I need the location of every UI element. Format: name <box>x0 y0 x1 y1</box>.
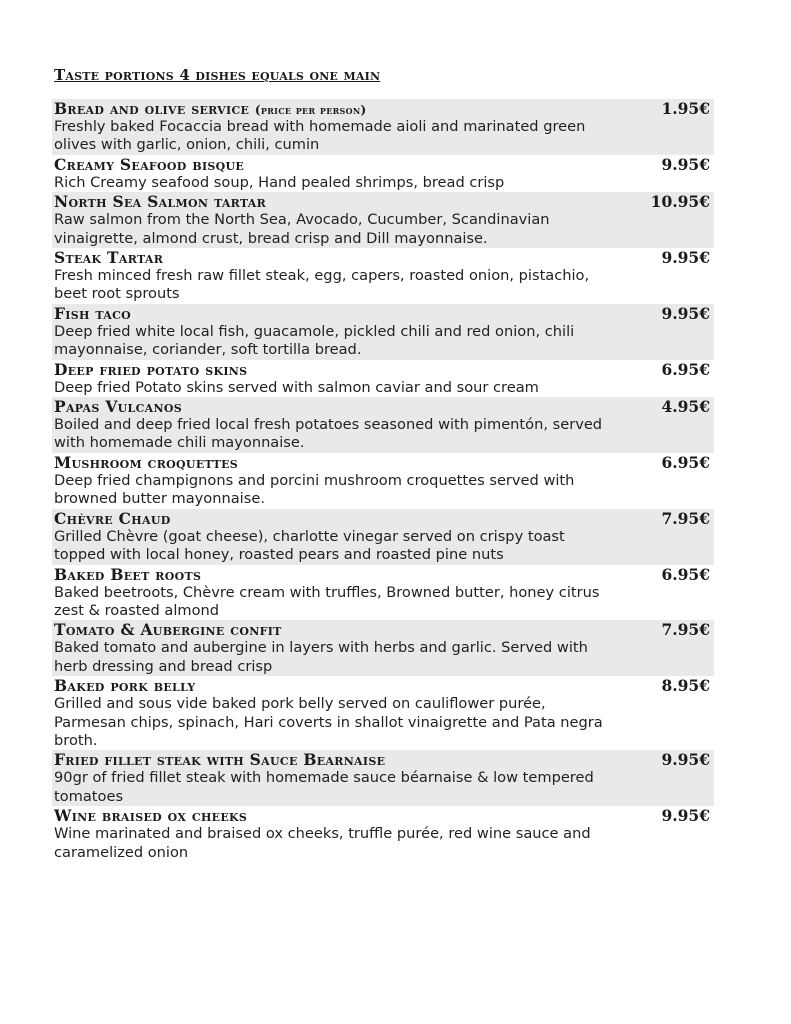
item-price: 8.95€ <box>661 676 710 696</box>
item-description: Freshly baked Focaccia bread with homemade aioli and marinated green olives with garlic, onion, chili, cumin <box>54 118 586 154</box>
item-description: 90gr of fried fillet steak with homemade sauce béarnaise & low tempered tomatoes <box>54 769 594 805</box>
item-price: 9.95€ <box>661 806 710 826</box>
item-price: 6.95€ <box>661 452 710 472</box>
item-price: 9.95€ <box>661 303 710 323</box>
item-name: Chèvre Chaud <box>54 508 171 528</box>
menu-item <box>52 453 714 509</box>
item-description: Wine marinated and braised ox cheeks, truffle purée, red wine sauce and caramelized onion <box>54 825 591 861</box>
item-name: Baked Beet roots <box>54 564 202 584</box>
item-name: Mushroom croquettes <box>54 452 239 472</box>
item-name: Baked pork belly <box>54 676 196 696</box>
item-description: Grilled Chèvre (goat cheese), charlotte vinegar served on crispy toast topped with local honey, roasted pears and roasted pine nuts <box>54 527 565 564</box>
item-price: 1.95€ <box>661 99 710 118</box>
item-name: Deep fried potato skins <box>54 359 248 379</box>
item-price: 10.95€ <box>650 192 710 212</box>
menu-item <box>52 192 714 248</box>
item-price: 6.95€ <box>661 359 710 379</box>
menu-item <box>52 304 714 360</box>
item-description: Boiled and deep fried local fresh potatoes seasoned with pimentón, served with homemade chili mayonnaise. <box>54 416 603 452</box>
item-description: Baked beetroots, Chèvre cream with truffles, Browned butter, honey citrus zest & roasted almond <box>54 583 600 619</box>
menu-item <box>52 397 714 453</box>
menu-item <box>52 99 714 155</box>
item-description: Rich Creamy seafood soup, Hand pealed shrimps, bread crisp <box>54 173 505 191</box>
item-name: Creamy Seafood bisque <box>54 154 245 174</box>
menu-heading: Taste portions 4 dishes equals one main <box>54 66 381 84</box>
item-price: 7.95€ <box>661 620 710 640</box>
item-name: Wine braised ox cheeks <box>54 806 248 826</box>
item-name: Bread and olive service (price per person) <box>54 99 367 118</box>
menu-item <box>52 620 714 676</box>
item-description: Deep fried white local fish, guacamole, pickled chili and red onion, chili mayonnaise, coriander, soft tortilla bread. <box>54 322 575 359</box>
menu-item <box>52 565 714 621</box>
item-name: Papas Vulcanos <box>54 397 182 417</box>
item-description: Raw salmon from the North Sea, Avocado, Cucumber, Scandinavian vinaigrette, almond crust, bread crisp and Dill mayonnaise. <box>54 211 550 247</box>
menu-item <box>52 248 714 304</box>
item-name: Fried fillet steak with Sauce Bearnaise <box>54 750 386 770</box>
item-description: Baked tomato and aubergine in layers with herbs and garlic. Served with herb dressing and bread crisp <box>54 639 588 675</box>
menu-item <box>52 806 714 862</box>
item-price: 4.95€ <box>661 397 710 417</box>
item-name: Steak Tartar <box>54 248 164 268</box>
item-description: Grilled and sous vide baked pork belly served on cauliflower purée, Parmesan chips, spinach, Hari coverts in shallot vinaigrette and Pata negra broth. <box>54 695 603 749</box>
menu-item <box>52 509 714 565</box>
menu-item <box>52 750 714 806</box>
item-price: 7.95€ <box>661 508 710 528</box>
item-name: North Sea Salmon tartar <box>54 192 267 212</box>
menu-list <box>52 99 714 862</box>
menu-item <box>52 676 714 750</box>
item-description: Deep fried Potato skins served with salmon caviar and sour cream <box>54 378 539 396</box>
item-price: 9.95€ <box>661 248 710 268</box>
item-price: 9.95€ <box>661 750 710 770</box>
item-name: Tomato & Aubergine confit <box>54 620 282 640</box>
menu-item <box>52 360 714 397</box>
item-price: 6.95€ <box>661 564 710 584</box>
item-description: Fresh minced fresh raw fillet steak, egg, capers, roasted onion, pistachio, beet root sprouts <box>54 267 590 303</box>
item-note: (price per person) <box>254 103 367 117</box>
item-price: 9.95€ <box>661 154 710 174</box>
item-name: Fish taco <box>54 303 132 323</box>
item-description: Deep fried champignons and porcini mushroom croquettes served with browned butter mayonnaise. <box>54 471 575 508</box>
menu-item <box>52 155 714 192</box>
